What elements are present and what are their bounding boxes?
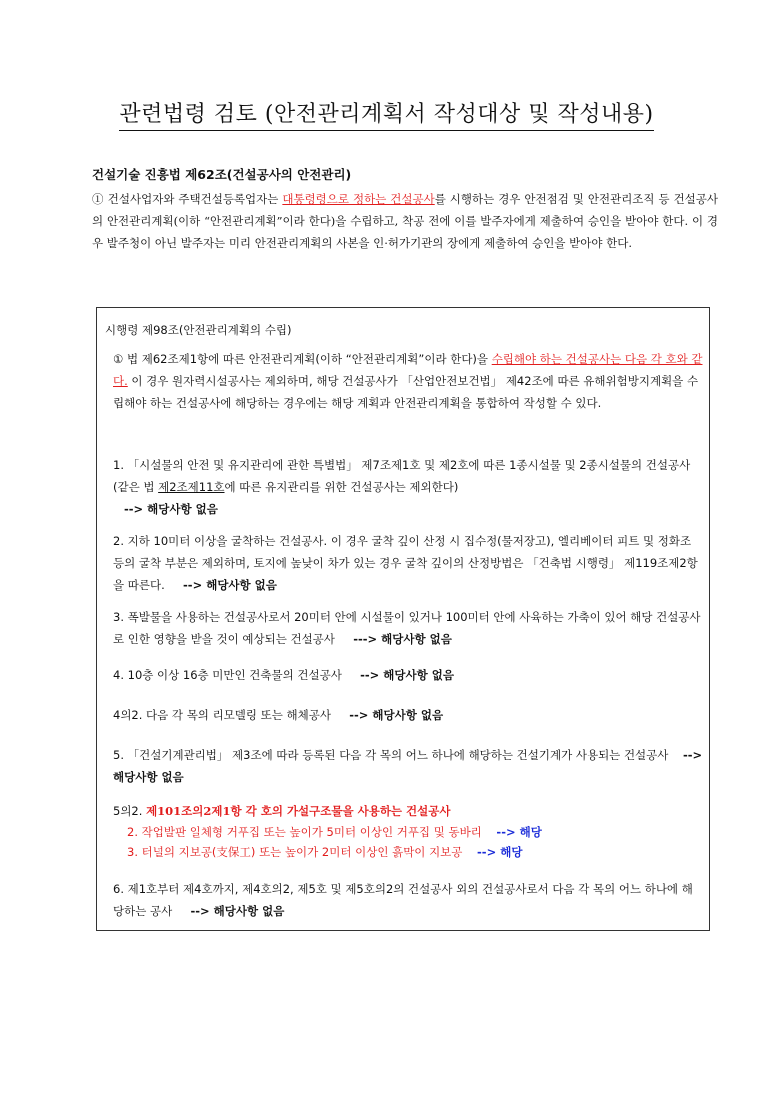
decree-item-3: 3. 폭발물을 사용하는 건설공사로서 20미터 안에 시설물이 있거나 100미터 안에 사육하는 가축이 있어 해당 건설공사로 인한 영향을 받을 것이 예상되는 건설공사 ---> 해당사항 없음 [113, 610, 701, 646]
decree-item-5: 5. 「건설기계관리법」 제3조에 따라 등록된 다음 각 목의 어느 하나에 해당하는 건설기계가 사용되는 건설공사 --> 해당사항 없음 [113, 748, 703, 784]
item-6-result: --> 해당사항 없음 [190, 904, 285, 918]
decree-item-4: 4. 10층 이상 16층 미만인 건축물의 건설공사 --> 해당사항 없음 [113, 668, 454, 682]
item-4-result: --> 해당사항 없음 [360, 668, 454, 682]
sub-3-result: --> 해당 [477, 845, 523, 859]
decree-highlight: 수립해야 하는 건설공사는 다음 각 호와 같다. [113, 352, 703, 388]
law-heading: 건설기술 진흥법 제62조(건설공사의 안전관리) [92, 167, 352, 182]
item-1-result: --> 해당사항 없음 [123, 502, 218, 516]
item-3-result: ---> 해당사항 없음 [353, 632, 452, 646]
item-5-result: --> 해당사항 없음 [113, 748, 703, 784]
decree-item-2: 2. 지하 10미터 이상을 굴착하는 건설공사. 이 경우 굴착 깊이 산정 시 집수정(물저장고), 엘리베이터 피트 및 정화조 등의 굴착 부분은 제외하며, 토지에 높낮이 차가 있는 경우 굴착 깊이의 산정방법은 「건축법 시행령」 제119조제2항을 따른다. --> 해당사항 없음 [113, 534, 698, 592]
decree-item-5-2-sub-2: 2. 작업발판 일체형 거푸집 또는 높이가 5미터 이상인 거푸집 및 동바리 --> 해당 [127, 825, 542, 839]
decree-item-6: 6. 제1호부터 제4호까지, 제4호의2, 제5호 및 제5호의2의 건설공사 외의 건설공사로서 다음 각 목의 어느 하나에 해당하는 공사 --> 해당사항 없음 [113, 882, 693, 918]
decree-item-5-2: 5의2. 제101조의2제1항 각 호의 가설구조물을 사용하는 건설공사 [113, 804, 451, 818]
law-paragraph: ① 건설사업자와 주택건설등록업자는 대통령령으로 정하는 건설공사를 시행하는 경우 안전점검 및 안전관리조직 등 건설공사의 안전관리계획(이하 “안전관리계획”이라 한다)을 수립하고, 착공 전에 이를 발주자에게 제출하여 승인을 받아야 한다. 이 경우 발주청이 아닌 발주자는 미리 안전관리계획의 사본을 인·허가기관의 장에게 제출하여 승인을 받아야 한다. [92, 192, 718, 250]
decree-heading: 시행령 제98조(안전관리계획의 수립) [105, 323, 292, 337]
decree-item-4-2: 4의2. 다음 각 목의 리모델링 또는 해체공사 --> 해당사항 없음 [113, 708, 444, 722]
decree-paragraph-1: ① 법 제62조제1항에 따른 안전관리계획(이하 “안전관리계획”이라 한다)을 수립해야 하는 건설공사는 다음 각 호와 같다. 이 경우 원자력시설공사는 제외하며, 해당 건설공사가 「산업안전보건법」 제42조에 따른 유해위험방지계획을 수립해야 하는 건설공사에 해당하는 경우에는 해당 계획과 안전관리계획을 통합하여 작성할 수 있다. [113, 352, 703, 410]
law-highlight: 대통령령으로 정하는 건설공사 [282, 192, 435, 206]
page-title: 관련법령 검토 (안전관리계획서 작성대상 및 작성내용) [0, 97, 773, 128]
sub-2-result: --> 해당 [496, 825, 542, 839]
item-4-2-result: --> 해당사항 없음 [349, 708, 444, 722]
decree-item-5-2-sub-3: 3. 터널의 지보공(支保工) 또는 높이가 2미터 이상인 흙막이 지보공 --> 해당 [127, 845, 523, 859]
item-2-result: --> 해당사항 없음 [183, 578, 277, 592]
decree-item-1: 1. 「시설물의 안전 및 유지관리에 관한 특별법」 제7조제1호 및 제2호에 따른 1종시설물 및 2종시설물의 건설공사(같은 법 제2조제11호에 따른 유지관리를 위한 건설공사는 제외한다) --> 해당사항 없음 [113, 458, 691, 516]
decree-box [96, 307, 710, 931]
